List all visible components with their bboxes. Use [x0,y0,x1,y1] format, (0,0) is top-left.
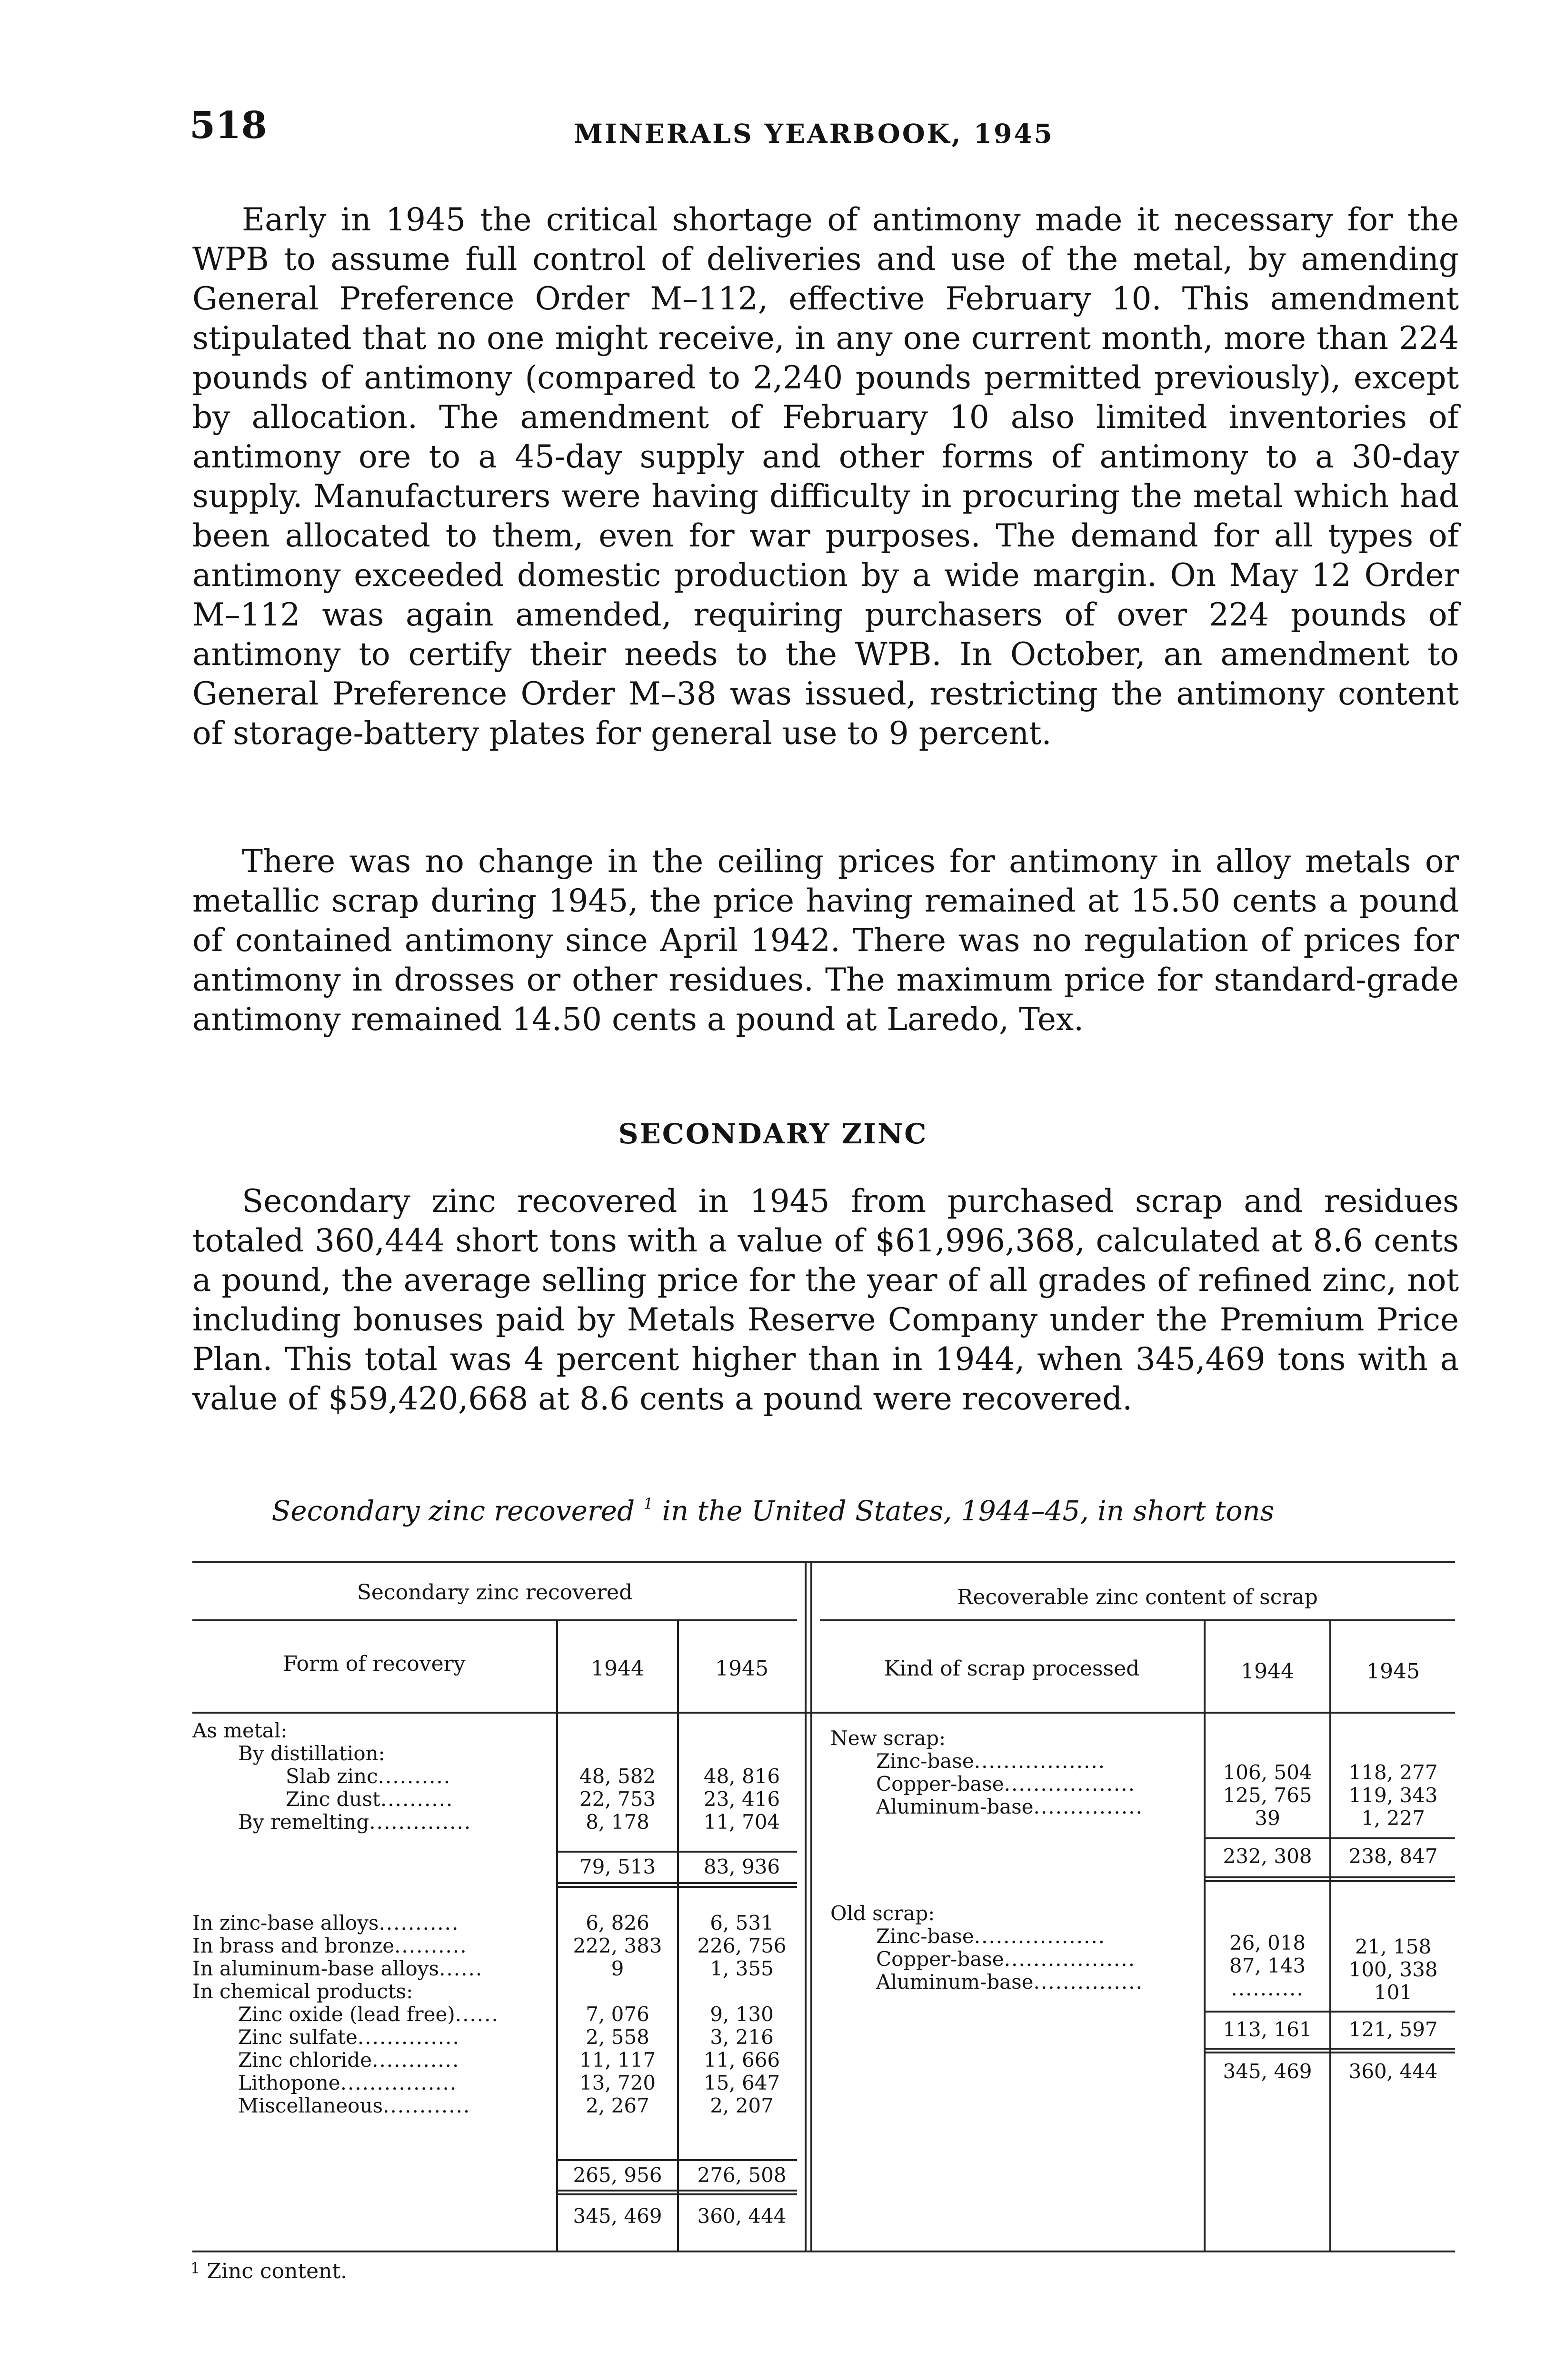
left-stub-header: Form of recovery [283,1652,466,1676]
left-grand-total-1944: 345, 469 [573,2204,662,2228]
right-value-new-copper-base-1945: 119, 343 [1348,1784,1438,1807]
table-top-rule [192,1561,1455,1563]
right-grand-total-1945: 360, 444 [1348,2060,1438,2083]
left-label-zinc-dust: Zinc dust.......... [286,1787,454,1811]
left-label-slab-zinc: Slab zinc.......... [286,1765,451,1788]
left-value-lithopone-1945: 15, 647 [703,2071,780,2094]
left-label-aluminum-alloys: In aluminum-base alloys...... [192,1957,483,1980]
table-group-rule-right [820,1619,1455,1621]
right-value-old-aluminum-base-1944: .......... [1231,1977,1304,2000]
left-label-zinc-base-alloys: In zinc-base alloys........... [192,1911,459,1934]
table-bottom-rule [192,2251,1455,2252]
left-label-zinc-sulfate: Zinc sulfate.............. [238,2025,460,2049]
footnote-number: 1 [190,2259,200,2277]
left-value-aluminum-alloys-1944: 9 [611,1957,624,1980]
table-footnote [190,2259,347,2283]
right-label-new-zinc-base: Zinc-base.................. [876,1749,1106,1773]
section-title: SECONDARY ZINC [618,1118,928,1150]
left-label-miscellaneous: Miscellaneous............ [238,2094,471,2117]
right-value-old-copper-base-1944: 87, 143 [1229,1954,1306,1977]
table-title-suffix: in the United States, 1944–45, in short tons [662,1495,1275,1527]
left-value-zinc-oxide-1944: 7, 076 [586,2003,649,2026]
right-value-old-zinc-base-1945: 21, 158 [1355,1935,1432,1958]
left-col-1945: 1945 [715,1656,768,1681]
left-value-miscellaneous-1945: 2, 207 [710,2094,774,2117]
left-value-zinc-sulfate-1944: 2, 558 [586,2025,649,2049]
left-value-miscellaneous-1944: 2, 267 [586,2094,649,2117]
left-value-by-remelting-1944: 8, 178 [586,1810,649,1834]
left-value-zinc-dust-1944: 22, 753 [579,1787,656,1811]
left-subtotal-1945: 276, 508 [697,2163,787,2187]
page-number: 518 [190,104,267,147]
left-heading-chemical-products: In chemical products: [192,1980,413,2003]
left-value-by-remelting-1945: 11, 704 [703,1810,780,1834]
table-title [0,1495,1546,1527]
left-value-slab-zinc-1944: 48, 582 [579,1765,656,1788]
right-new-total-1944: 232, 308 [1223,1844,1312,1868]
right-value-old-zinc-base-1944: 26, 018 [1229,1931,1306,1954]
left-value-aluminum-alloys-1945: 1, 355 [710,1957,774,1980]
left-label-by-remelting: By remelting.............. [238,1810,472,1834]
right-label-old-aluminum-base: Aluminum-base............... [876,1970,1143,1993]
left-col-1944: 1944 [591,1656,644,1681]
left-value-zinc-oxide-1945: 9, 130 [710,2003,774,2026]
right-old-total-1945: 121, 597 [1348,2018,1438,2041]
right-heading-old-scrap: Old scrap: [830,1902,935,1925]
right-value-new-copper-base-1944: 125, 765 [1223,1784,1312,1807]
right-label-new-aluminum-base: Aluminum-base............... [876,1795,1143,1818]
paragraph-antimony-controls: Early in 1945 the critical shortage of antimony made it necessary for the WPB to assume full control of deliveries and use of the metal, by amending General Preference Order M–112, effective February 10. This amendment stipulated that no one might receive, in any one current month, more than 224 pounds of antimony (compared to 2,240 pounds permitted previously), except by allocation. The amendment of February 10 also limited inventories of antimony ore to a 45-day supply and other forms of antimony to a 30-day supply. Manufacturers were having difficulty in procuring the metal which had been allocated to them, even for war purposes. The demand for all types of antimony exceeded domestic production by a wide margin. On May 12 Order M–112 was again amended, requiring purchasers of over 224 pounds of antimony to certify their needs to the WPB. In October, an amendment to General Preference Order M–38 was issued, restricting the antimony content of storage-battery plates for general use to 9 percent. [192,201,1459,752]
right-new-total-1945: 238, 847 [1348,1844,1438,1868]
paragraph-secondary-zinc: Secondary zinc recovered in 1945 from purchased scrap and residues totaled 360,444 short tons with a value of $61,996,368, calculated at 8.6 cents a pound, the average selling price for the year of all grades of refined zinc, not including bonuses paid by Metals Reserve Company under the Premium Price Plan. This total was 4 percent higher than in 1944, when 345,469 tons with a value of $59,420,668 at 8.6 cents a pound were recovered. [192,1183,1459,1417]
right-label-old-copper-base: Copper-base.................. [876,1947,1136,1971]
right-old-total-1944: 113, 161 [1223,2018,1312,2041]
left-heading-as-metal: As metal: [192,1719,288,1742]
left-value-zinc-base-alloys-1944: 6, 826 [586,1911,649,1934]
right-value-new-zinc-base-1944: 106, 504 [1223,1761,1312,1784]
left-value-zinc-chloride-1945: 11, 666 [703,2048,780,2072]
paragraph-antimony-prices: There was no change in the ceiling prices for antimony in alloy metals or metallic scrap during 1945, the price having remained at 15.50 cents a pound of contained antimony since April 1942. There was no regulation of prices for antimony in drosses or other residues. The maximum price for standard-grade antimony remained 14.50 cents a pound at Laredo, Tex. [192,843,1459,1038]
left-group-header: Secondary zinc recovered [357,1580,633,1605]
right-group-header: Recoverable zinc content of scrap [957,1585,1318,1609]
right-value-new-aluminum-base-1944: 39 [1255,1806,1280,1830]
right-year-divider [1329,1619,1331,2251]
footnote-text: Zinc content. [207,2259,348,2283]
left-label-lithopone: Lithopone................ [238,2071,458,2094]
right-value-old-aluminum-base-1945: 101 [1374,1981,1413,2004]
left-label-brass-bronze: In brass and bronze.......... [192,1934,468,1957]
right-heading-new-scrap: New scrap: [830,1726,946,1750]
footnote-marker: 1 [643,1495,653,1513]
right-stub-header: Kind of scrap processed [884,1656,1140,1681]
left-subtotal-1944: 265, 956 [573,2163,662,2187]
center-divider-a [805,1561,807,2251]
left-value-zinc-base-alloys-1945: 6, 531 [710,1911,774,1934]
center-divider-b [810,1561,812,2251]
left-heading-by-distillation: By distillation: [238,1742,385,1765]
left-value-zinc-chloride-1944: 11, 117 [579,2048,656,2072]
left-label-zinc-chloride: Zinc chloride............ [238,2048,460,2072]
left-value-lithopone-1944: 13, 720 [579,2071,656,2094]
left-metal-total-1945: 83, 936 [703,1855,780,1878]
right-col-1944: 1944 [1241,1659,1294,1684]
table-group-rule-left [192,1619,797,1621]
right-value-new-aluminum-base-1945: 1, 227 [1361,1806,1425,1830]
right-label-new-copper-base: Copper-base.................. [876,1772,1136,1795]
left-value-brass-bronze-1944: 222, 383 [573,1934,662,1957]
table-header-rule [192,1712,1455,1714]
right-label-old-zinc-base: Zinc-base.................. [876,1924,1106,1948]
table-title-main: Secondary zinc recovered [271,1495,635,1527]
running-head: MINERALS YEARBOOK, 1945 [574,118,1054,149]
left-value-zinc-sulfate-1945: 3, 216 [710,2025,774,2049]
left-value-brass-bronze-1945: 226, 756 [697,1934,787,1957]
left-grand-total-1945: 360, 444 [697,2204,787,2228]
right-col-1945: 1945 [1366,1659,1420,1684]
left-metal-total-1944: 79, 513 [579,1855,656,1878]
left-label-zinc-oxide: Zinc oxide (lead free)...... [238,2003,499,2026]
right-grand-total-1944: 345, 469 [1223,2060,1312,2083]
left-value-zinc-dust-1945: 23, 416 [703,1787,780,1811]
right-value-new-zinc-base-1945: 118, 277 [1348,1761,1438,1784]
left-value-slab-zinc-1945: 48, 816 [703,1765,780,1788]
right-value-old-copper-base-1945: 100, 338 [1348,1958,1438,1981]
